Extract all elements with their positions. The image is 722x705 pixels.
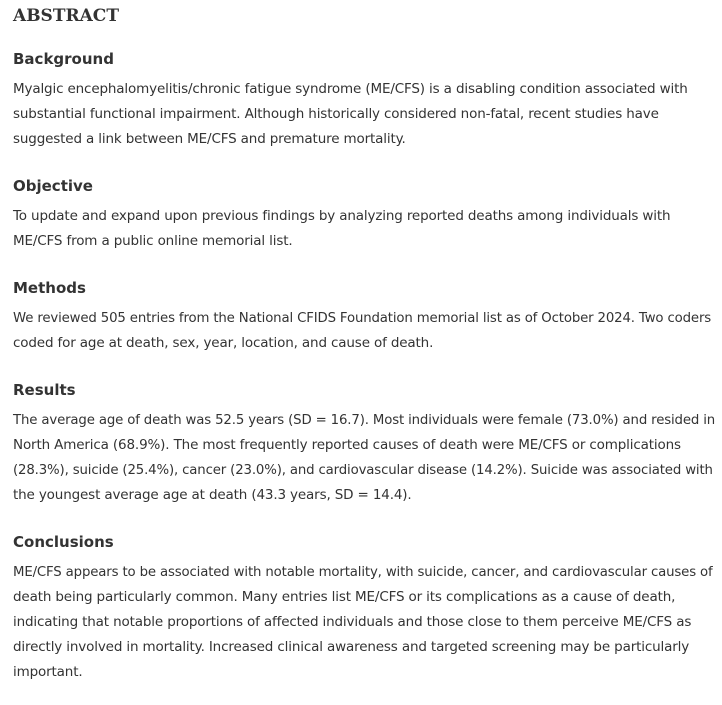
section-objective xyxy=(13,152,719,254)
text-line: We reviewed 505 entries from the National CFIDS Foundation memorial list as of October 2024. Two coders xyxy=(13,311,712,326)
section-results xyxy=(13,356,719,508)
text-line: substantial functional impairment. Although historically considered non-fatal, recent studies have xyxy=(13,106,659,122)
section-background xyxy=(13,27,719,152)
section-conclusions xyxy=(13,508,719,685)
text-line: indicating that notable proportions of affected individuals and those close to them perceive ME/CFS as xyxy=(13,614,692,630)
text-line: suggested a link between ME/CFS and premature mortality. xyxy=(13,131,406,147)
text-line: Myalgic encephalomyelitis/chronic fatigue syndrome (ME/CFS) is a disabling condition associated with xyxy=(13,81,688,97)
section-methods xyxy=(13,254,719,356)
text-line: directly involved in mortality. Increased clinical awareness and targeted screening may be particularly xyxy=(13,639,690,655)
text-line: coded for age at death, sex, year, location, and cause of death. xyxy=(13,335,434,351)
text-line: The average age of death was 52.5 years (SD = 16.7). Most individuals were female (73.0%) and resided in xyxy=(13,413,716,428)
text-line: ME/CFS appears to be associated with notable mortality, with suicide, cancer, and cardiovascular causes of xyxy=(13,565,713,580)
abstract-title: ABSTRACT xyxy=(13,6,119,26)
abstract xyxy=(13,0,719,685)
section-heading-background: Background xyxy=(13,50,114,68)
section-heading-methods: Methods xyxy=(13,279,86,297)
text-line: the youngest average age at death (43.3 years, SD = 14.4). xyxy=(13,487,412,503)
section-text-background xyxy=(13,77,719,152)
text-line: important. xyxy=(13,664,83,680)
text-line: death being particularly common. Many entries list ME/CFS or its complications as a cause of death, xyxy=(13,589,676,605)
text-line: To update and expand upon previous findings by analyzing reported deaths among individuals with xyxy=(13,208,671,224)
section-text-conclusions xyxy=(13,560,719,685)
section-text-methods xyxy=(13,306,719,356)
section-heading-objective: Objective xyxy=(13,177,93,195)
section-heading-results: Results xyxy=(13,381,76,399)
text-line: ME/CFS from a public online memorial list. xyxy=(13,233,293,249)
text-line: (28.3%), suicide (25.4%), cancer (23.0%), and cardiovascular disease (14.2%). Suicide was associated with xyxy=(13,463,713,478)
section-heading-conclusions: Conclusions xyxy=(13,533,114,551)
text-line: North America (68.9%). The most frequently reported causes of death were ME/CFS or complications xyxy=(13,437,681,453)
section-text-results xyxy=(13,408,719,508)
section-text-objective xyxy=(13,204,719,254)
